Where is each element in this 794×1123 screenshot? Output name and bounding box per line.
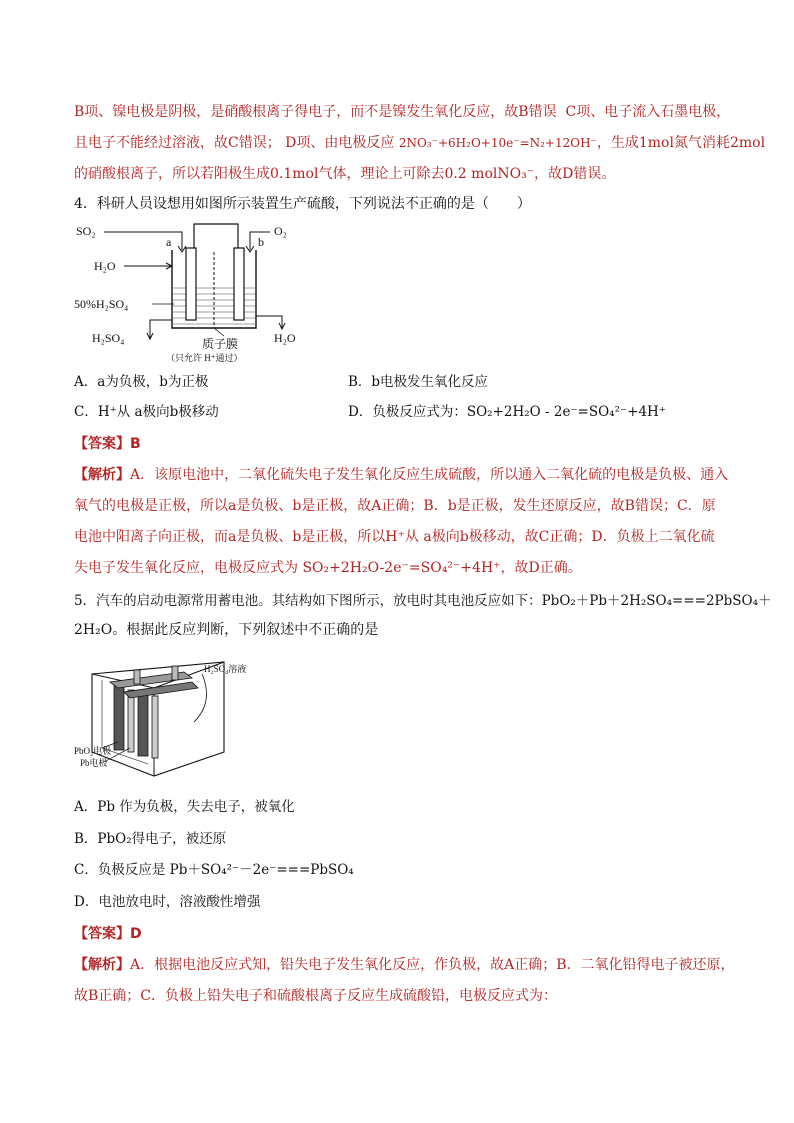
text: 且电子不能经过溶液，故	[74, 135, 228, 151]
formula: 2NO₃⁻+6H₂O+10e⁻=N₂+12OH⁻	[398, 136, 597, 150]
label-so2: SO₂	[76, 224, 96, 238]
q4-stem: 4．科研人员设想用如图所示装置生产硫酸，下列说法不正确的是（ ）	[74, 196, 531, 212]
q3-explanation-line-2	[74, 133, 766, 153]
q3-explanation-line-3	[74, 164, 734, 184]
text: D	[562, 166, 574, 182]
label-pbo2-electrode: PbO₂电极	[74, 746, 112, 756]
text: A．根据电池反应式知，铅失电子发生氧化反应，作负极，故A正确；B．二氧化铅得电子被还原，	[130, 957, 735, 973]
text: A．该原电池中，二氧化硫失电子发生氧化反应生成硫酸，所以通入二氧化硫的电极是负极、通入	[130, 467, 729, 483]
text: 0.1mol	[270, 166, 319, 182]
q5-explanation-line-1	[74, 955, 734, 975]
text: 的硝酸根离子，所以若阳极生成	[74, 166, 270, 182]
q4-answer: 【答案】B	[74, 436, 141, 452]
label-pb-electrode: Pb电极	[80, 758, 108, 768]
q4-option-d: D．负极反应式为：SO₂+2H₂O - 2e⁻=SO₄²⁻+4H⁺	[348, 404, 666, 420]
h2o-outlet	[256, 316, 282, 328]
q5-battery-figure	[74, 652, 254, 784]
plate-pb-2	[152, 696, 158, 758]
text: 1mol	[638, 135, 674, 151]
q5-option-b: B．PbO₂得电子，被还原	[74, 831, 227, 847]
label-h2so4-solution: H₂SO₄溶液	[204, 664, 247, 674]
q4-option-a: A．a为负极，b为正极	[74, 374, 209, 390]
label-b: b	[258, 235, 264, 249]
q5-option-c: C．负极反应是 Pb＋SO₄²⁻－2e⁻===PbSO₄	[74, 862, 354, 878]
q4-explanation-line-2: 氧气的电极是正极，所以a是负极、b是正极，故A正确；B．b是正极，发生还原反应，故B错误；C．原	[74, 498, 716, 514]
q4-explanation-line-3: 电池中阳离子向正极，而a是负极、b是正极，所以H⁺从 a极向b极移动，故C正确；D．负极上二氧化硫	[74, 529, 715, 545]
label-h2so4-out: H₂SO₄	[92, 331, 125, 345]
text: 气体，理论上可除去	[318, 166, 445, 182]
terminal-1	[134, 670, 140, 684]
label-a: a	[166, 235, 172, 249]
plate-pbo2-2	[138, 692, 148, 756]
text: 2mol	[729, 135, 766, 151]
text: 错误	[528, 104, 557, 120]
text: C	[228, 135, 239, 151]
label-h2so4-50: 50%H₂SO₄	[74, 297, 129, 311]
q5-explanation-line-2: 故B正确；C．负极上铅失电子和硫酸根离子反应生成硫酸铅，电极反应式为：	[74, 988, 557, 1004]
text: ，生成	[596, 135, 639, 151]
q5-stem-line-1: 5．汽车的启动电源常用蓄电池。其结构如下图所示，放电时其电池反应如下：PbO₂＋Pb＋2H₂SO₄===2PbSO₄＋	[74, 593, 772, 609]
q4-option-b: B．b电极发生氧化反应	[348, 374, 489, 390]
explanation-label: 【解析】	[74, 957, 130, 973]
q5-answer: 【答案】D	[74, 926, 142, 942]
text: ，故	[534, 166, 563, 182]
q4-explanation-line-4: 失电子发生氧化反应，电极反应式为 SO₂+2H₂O-2e⁻=SO₄²⁻+4H⁺，故D正确。	[74, 560, 582, 576]
text: B项、镍电极是阴极，是硝酸根离子得电子，而不是镍发生氧化反应，故	[74, 104, 519, 120]
label-membrane-note: （只允许 H⁺通过）	[166, 353, 243, 363]
plate-pbo2-1	[114, 686, 124, 750]
q4-explanation-line-1	[74, 465, 734, 485]
solution-pointer	[194, 674, 207, 722]
text: 0.2 molNO₃⁻	[444, 166, 535, 182]
text: B	[518, 104, 529, 120]
q5-option-d: D．电池放电时，溶液酸性增强	[74, 894, 261, 910]
terminal-2	[172, 666, 178, 680]
plate-pb-1	[128, 690, 134, 752]
q4-electrolysis-figure	[74, 218, 314, 368]
text: 错误；	[238, 135, 281, 151]
label-membrane: 质子膜	[202, 337, 239, 351]
q5-option-a: A．Pb 作为负极，失去电子，被氧化	[74, 799, 295, 815]
label-h2o-out: H₂O	[274, 331, 296, 345]
electrode-a	[186, 248, 196, 320]
label-pointer	[214, 328, 224, 336]
electrode-b	[234, 248, 244, 320]
explanation-label: 【解析】	[74, 467, 130, 483]
h2so4-outlet	[150, 320, 172, 338]
text: C项、电子流入石墨电极，	[565, 104, 731, 120]
label-h2o-in: H₂O	[94, 259, 116, 273]
q4-option-c: C．H⁺从 a极向b极移动	[74, 404, 219, 420]
text: 氮气消耗	[673, 135, 730, 151]
label-o2: O₂	[274, 224, 287, 238]
text: 错误。	[573, 166, 616, 182]
q3-explanation-line-1	[74, 102, 734, 122]
q5-stem-line-2: 2H₂O。根据此反应判断，下列叙述中不正确的是	[74, 622, 379, 638]
external-wire	[194, 224, 238, 248]
text: D项、由电极反应	[285, 135, 395, 151]
